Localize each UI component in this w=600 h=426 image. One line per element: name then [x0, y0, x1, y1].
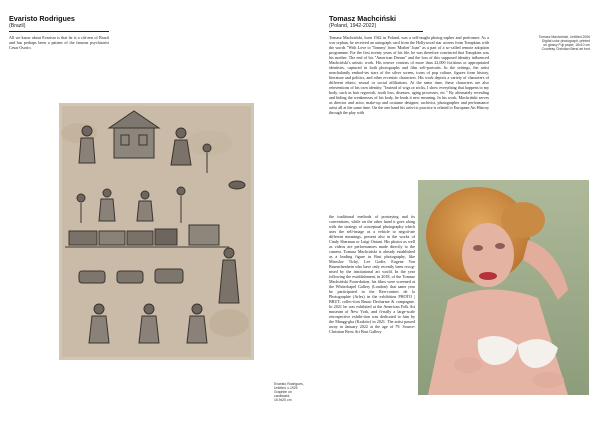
left-caption	[274, 382, 304, 402]
right-caption-line: Digital color photograph, printed	[541, 39, 590, 44]
right-heading-rule	[329, 31, 423, 32]
left-artist-name: Evaristo Rodrigues	[9, 14, 75, 23]
left-caption-line: 16.9x20 cm	[274, 398, 292, 403]
right-caption-line: Tomasz Machciński, Untitled,2006	[538, 35, 590, 39]
right-caption-line: Courtesy Christian Berst art brut	[541, 47, 590, 52]
left-heading-rule	[9, 31, 109, 32]
right-artist-origin: (Poland, 1942-2022)	[329, 23, 377, 29]
right-caption-line: on glossy Fuji paper, 16x10 cm	[543, 43, 590, 48]
left-artist-origin: (Brazil)	[9, 23, 26, 29]
right-body-wrap-block	[329, 214, 415, 334]
left-caption-line: Evaristo Rodrigues,	[274, 382, 304, 386]
evaristo-drawing	[59, 103, 254, 360]
left-caption-line: Graphite on cardboard,	[274, 390, 292, 399]
right-caption	[510, 35, 590, 51]
right-body-wrap: the traditional methods of portraying and its conventions, while on the other hand it goes along with the strategy of conceptual photography which uses the self-image as a vehicle to negoti-ate different meanings, present also in the works of Cindy Sherman or Luigi Ontani. His photos as well as videos are performances made directly to the camera. Tomasz Machciński is already established as a leading figure in Brut photography, like Miroslav Tichý, Lee Godie, Eugene Von Bruenchenhein who have only recently been recog-nised by the institutional art world. In the year following the establishment, in 2018, of the Tomasz Machciński Foun-dation, his films were screened at the Whitechapel Gallery (London): that same year he participated in the Ren-contres de la Photographie (Arles) in the exhibition PHOTO | BRUT, collec-tion Bruno Decharme & compagnie. In 2021 he was exhibited at the American Folk Art museum of New York, and fi-nally a large-scale retrospective exhibi-tion was dedicated to him by the Mangg-gha (Kraków) in 2021. The artist passed away in January 2022 at the age of 79. Source: Christian Berst Art Brut Gallery	[329, 214, 415, 334]
right-artist-name: Tomasz Machciński	[329, 14, 396, 23]
left-intro-text: All we know about Evaristo is that he is a citi-zen of Brazil and has perhaps been a patient of the famous psychiatrist Cesar Osorio.	[9, 35, 109, 50]
machcinski-photo	[418, 180, 589, 395]
left-caption-line: Untitled, c.1925	[274, 386, 298, 391]
right-body-top: Tomasz Machciński, born 1942 in Poland, was a self-taught photog-rapher and performer. As a war orphan, he received an autograph card from the Hollywood star actress from Tompkins with the words "With Love to 'Tommy' from 'Mother' Joan" as a part of a so-called remote adoption programme. For the first twenty years of his life, he was therefore convinced that Tompkins was his mother. The end of his "American Dream" and the loss of this supposed identity influenced Machciński's artistic work. His oeuvre consists of more than 22,000 fictitious or appropriated identities, captured in both photographs and film self-portraits. In the settings, the artist nonchalantly embod-ies stars of the silver screen, icons of pop culture, figures from history, literature and politics, and other eccentric characters. His work depicts a variety of characters of different ethnic, sexual or social affiliations. At the same time, these characters are also reinventions of his own identity: "Instead of wigs or tricks, I show everything that happens to my body, such as hair regrowth, tooth loss, diseases, aging processes, etc." By alternately revealing and hiding the weaknesses of his body, he leads it new meaning. In his work, Machciński serves as director and actor, make-up and costume designer, archivist, photographer and performance artist all at the same time. On the one hand his artis-tic practice is related to European Art History through the play with	[329, 35, 489, 115]
